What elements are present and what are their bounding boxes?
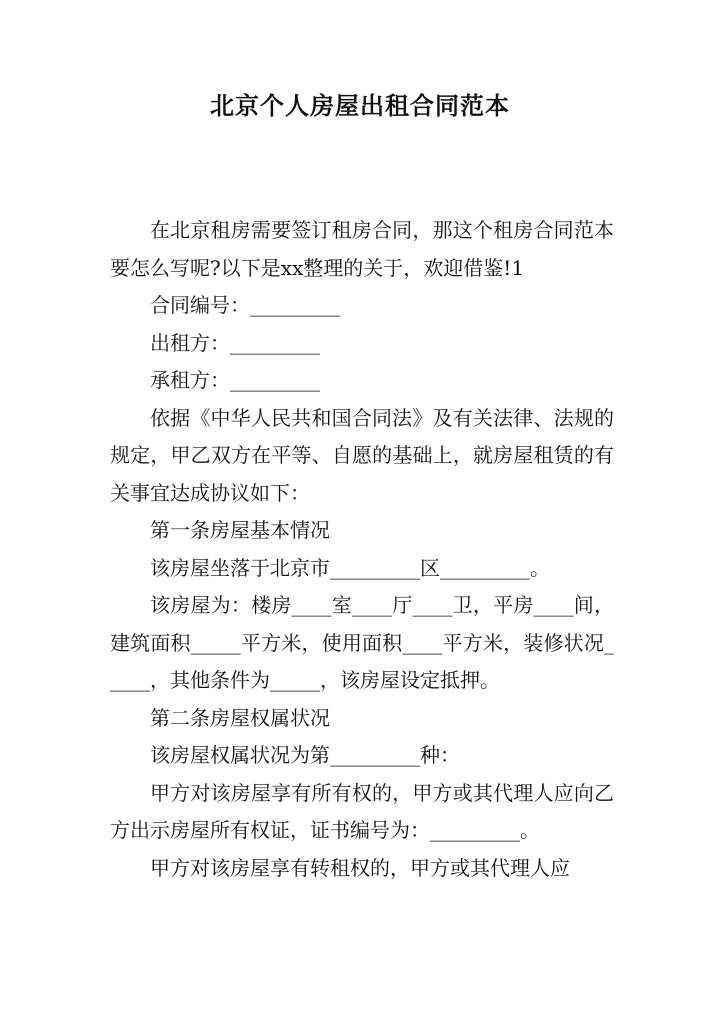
house-details-paragraph: 该房屋为：楼房____室____厅____卫，平房____间，建筑面积_____平方米，使用面积____平方米，装修状况_____，其他条件为_____，该房屋设定抵押。 xyxy=(110,593,614,692)
legal-basis-paragraph: 依据《中华人民共和国合同法》及有关法律、法规的规定，甲乙双方在平等、自愿的基础上，就房屋租赁的有关事宜达成协议如下： xyxy=(110,405,614,505)
ownership-certificate-paragraph: 甲方对该房屋享有所有权的，甲方或其代理人应向乙方出示房屋所有权证，证书编号为：_________。 xyxy=(110,780,614,842)
ownership-type-line: 该房屋权属状况为第_________种： xyxy=(150,743,460,767)
location-line: 该房屋坐落于北京市_________区_________。 xyxy=(150,555,550,580)
contract-number-line: 合同编号：_________ xyxy=(150,293,340,317)
document-title: 北京个人房屋出租合同范本 xyxy=(210,91,510,120)
sublease-right-paragraph: 甲方对该房屋享有转租权的，甲方或其代理人应 xyxy=(150,855,570,880)
document-body xyxy=(110,212,614,887)
article-2-heading: 第二条房屋权属状况 xyxy=(150,705,330,730)
intro-paragraph: 在北京租房需要签订租房合同，那这个租房合同范本要怎么写呢?以下是xx整理的关于，欢迎借鉴!1 xyxy=(110,218,614,280)
lessor-line: 出租方：_________ xyxy=(150,330,320,355)
article-1-heading: 第一条房屋基本情况 xyxy=(150,518,330,542)
lessee-line: 承租方：_________ xyxy=(150,368,320,392)
